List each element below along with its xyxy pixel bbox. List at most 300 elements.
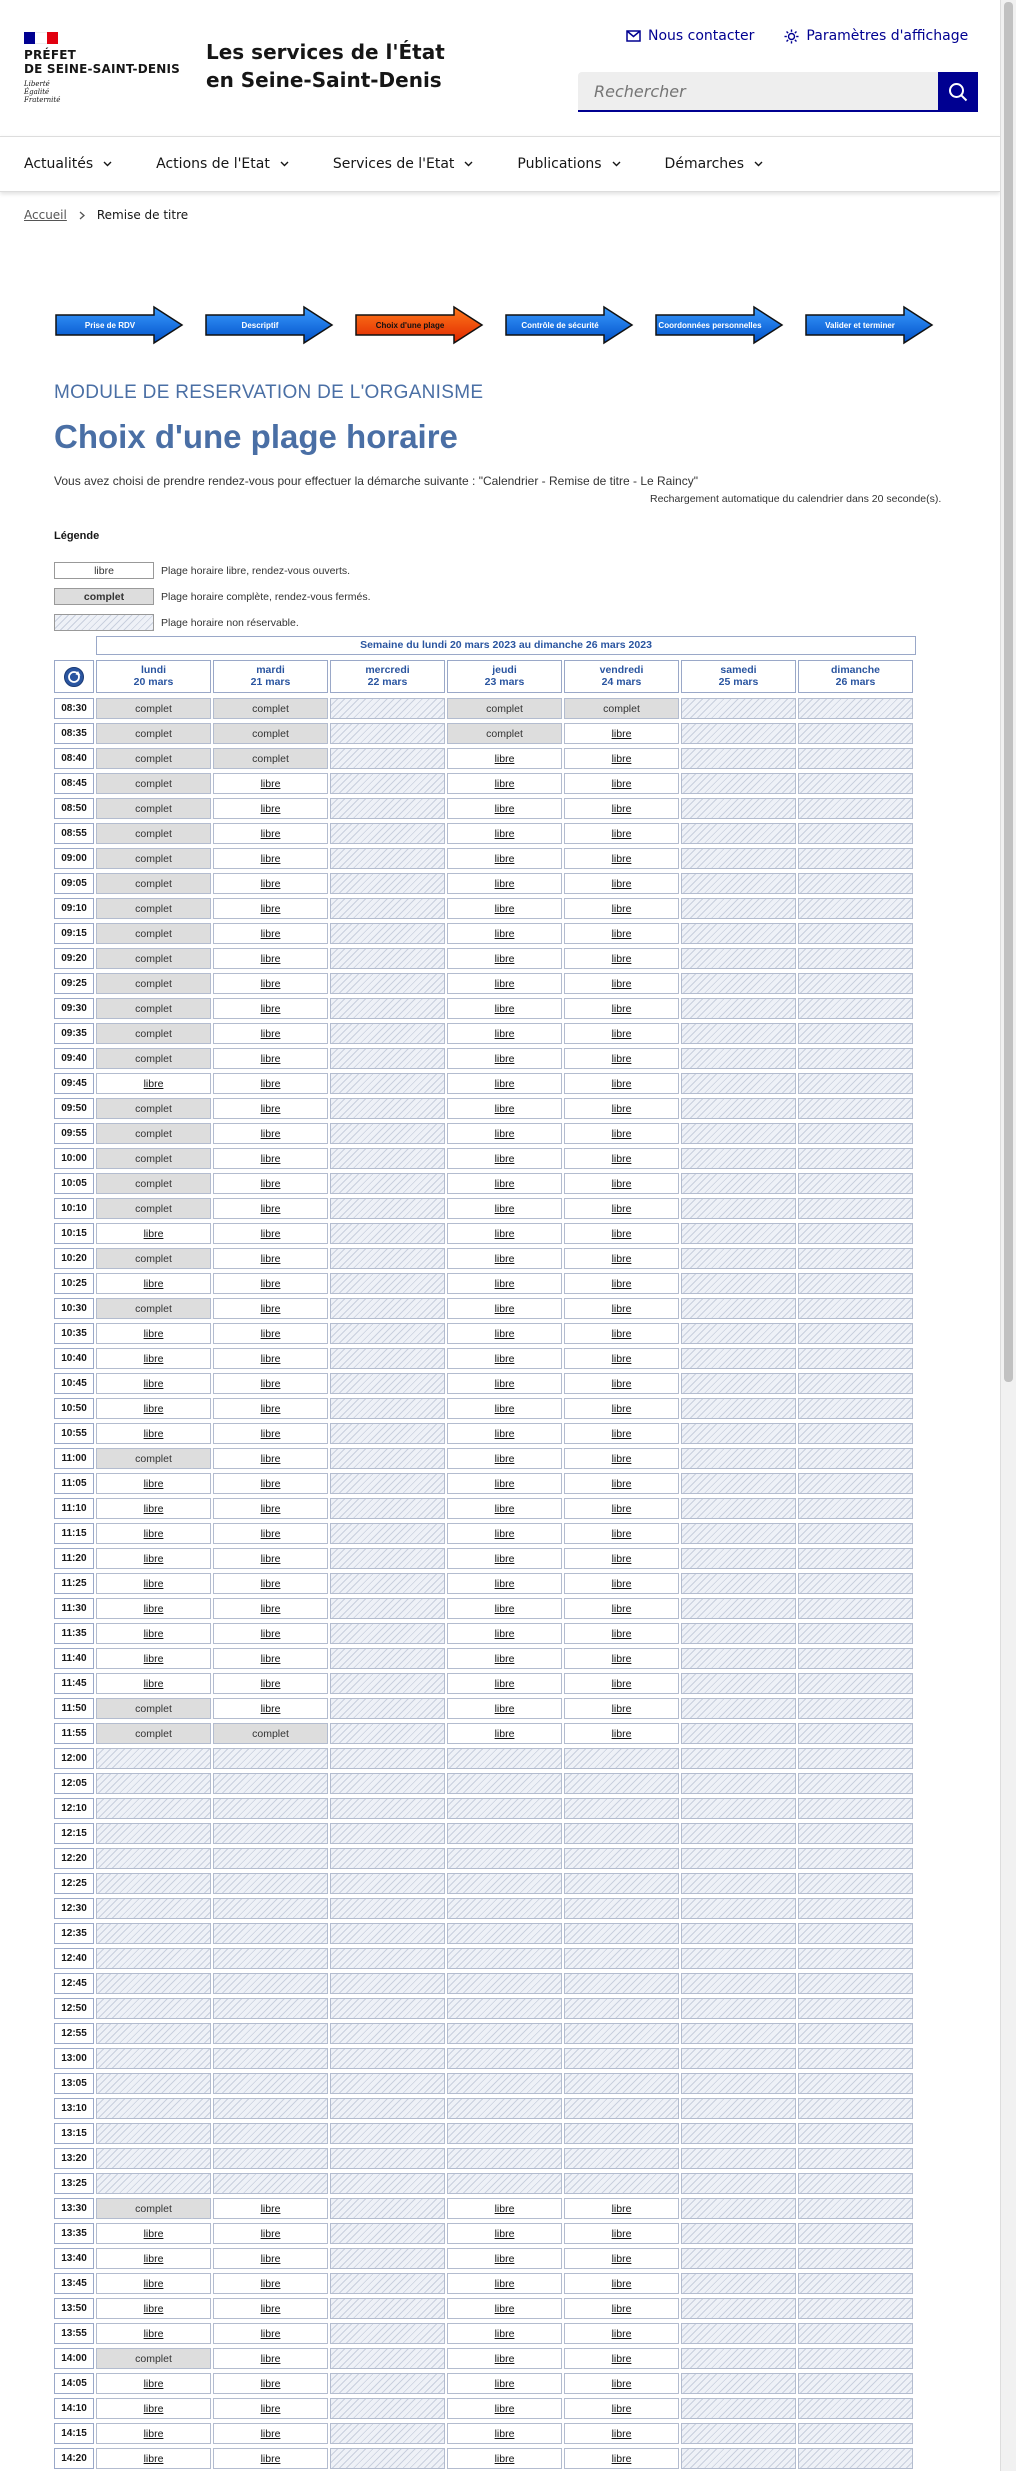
slot-free[interactable] [213, 898, 328, 919]
slot-free[interactable] [447, 1173, 562, 1194]
slot-free-link[interactable]: libre [260, 1102, 281, 1115]
slot-free[interactable] [447, 2373, 562, 2394]
prefet-logo[interactable] [24, 32, 180, 104]
slot-free-link[interactable]: libre [260, 1552, 281, 1565]
slot-free-link[interactable]: libre [494, 1627, 515, 1640]
slot-free-link[interactable]: libre [611, 752, 632, 765]
slot-free[interactable] [447, 873, 562, 894]
slot-free-link[interactable]: libre [611, 1202, 632, 1215]
slot-free[interactable] [213, 1298, 328, 1319]
slot-free[interactable] [213, 1348, 328, 1369]
slot-free[interactable] [447, 1048, 562, 1069]
page-scrollbar[interactable] [1000, 0, 1016, 2471]
slot-free[interactable] [96, 2223, 211, 2244]
slot-free-link[interactable]: libre [611, 2227, 632, 2240]
slot-free-link[interactable]: libre [494, 2277, 515, 2290]
slot-free[interactable] [447, 973, 562, 994]
nav-item-2[interactable] [333, 136, 474, 191]
slot-free-link[interactable]: libre [260, 1452, 281, 1465]
slot-free[interactable] [564, 2373, 679, 2394]
slot-free-link[interactable]: libre [611, 1477, 632, 1490]
slot-free-link[interactable]: libre [143, 2252, 164, 2265]
slot-free[interactable] [447, 2248, 562, 2269]
slot-free[interactable] [213, 2423, 328, 2444]
slot-free[interactable] [213, 1198, 328, 1219]
slot-free-link[interactable]: libre [494, 1702, 515, 1715]
slot-free[interactable] [213, 1023, 328, 1044]
slot-free-link[interactable]: libre [611, 2377, 632, 2390]
slot-free-link[interactable]: libre [494, 2402, 515, 2415]
slot-free[interactable] [447, 1448, 562, 1469]
slot-free-link[interactable]: libre [611, 1602, 632, 1615]
slot-free-link[interactable]: libre [260, 2327, 281, 2340]
slot-free-link[interactable]: libre [611, 1052, 632, 1065]
slot-free[interactable] [447, 1423, 562, 1444]
slot-free[interactable] [213, 1148, 328, 1169]
slot-free[interactable] [213, 923, 328, 944]
slot-free[interactable] [447, 898, 562, 919]
slot-free[interactable] [447, 823, 562, 844]
slot-free[interactable] [564, 923, 679, 944]
slot-free-link[interactable]: libre [611, 1677, 632, 1690]
slot-free-link[interactable]: libre [494, 927, 515, 940]
slot-free[interactable] [564, 898, 679, 919]
slot-free-link[interactable]: libre [494, 1252, 515, 1265]
slot-free[interactable] [213, 1398, 328, 1419]
slot-free[interactable] [447, 1123, 562, 1144]
slot-free-link[interactable]: libre [494, 1577, 515, 1590]
slot-free-link[interactable]: libre [260, 1127, 281, 1140]
slot-free-link[interactable]: libre [143, 2327, 164, 2340]
slot-free[interactable] [96, 1223, 211, 1244]
slot-free-link[interactable]: libre [494, 1427, 515, 1440]
slot-free-link[interactable]: libre [260, 1627, 281, 1640]
slot-free[interactable] [564, 798, 679, 819]
slot-free-link[interactable]: libre [494, 1502, 515, 1515]
slot-free[interactable] [96, 2448, 211, 2469]
slot-free[interactable] [213, 1523, 328, 1544]
slot-free-link[interactable]: libre [494, 1402, 515, 1415]
slot-free[interactable] [96, 2323, 211, 2344]
slot-free[interactable] [564, 2323, 679, 2344]
slot-free-link[interactable]: libre [260, 2302, 281, 2315]
slot-free[interactable] [564, 1498, 679, 1519]
slot-free-link[interactable]: libre [611, 1652, 632, 1665]
slot-free[interactable] [213, 2348, 328, 2369]
slot-free-link[interactable]: libre [611, 1152, 632, 1165]
slot-free-link[interactable]: libre [494, 2377, 515, 2390]
slot-free-link[interactable]: libre [611, 2302, 632, 2315]
slot-free-link[interactable]: libre [611, 1727, 632, 1740]
slot-free[interactable] [213, 2398, 328, 2419]
slot-free[interactable] [564, 1148, 679, 1169]
search-button[interactable] [938, 72, 978, 112]
slot-free-link[interactable]: libre [611, 777, 632, 790]
slot-free[interactable] [447, 1373, 562, 1394]
nav-item-3[interactable] [517, 136, 620, 191]
slot-free-link[interactable]: libre [143, 1402, 164, 1415]
slot-free-link[interactable]: libre [260, 1177, 281, 1190]
slot-free-link[interactable]: libre [611, 1552, 632, 1565]
slot-free-link[interactable]: libre [143, 1552, 164, 1565]
slot-free-link[interactable]: libre [143, 2402, 164, 2415]
slot-free[interactable] [213, 2273, 328, 2294]
slot-free[interactable] [213, 1573, 328, 1594]
slot-free[interactable] [564, 2273, 679, 2294]
slot-free[interactable] [447, 2273, 562, 2294]
slot-free-link[interactable]: libre [611, 1127, 632, 1140]
slot-free[interactable] [447, 2323, 562, 2344]
contact-link[interactable] [626, 28, 754, 44]
slot-free-link[interactable]: libre [494, 1227, 515, 1240]
slot-free[interactable] [447, 773, 562, 794]
slot-free-link[interactable]: libre [611, 1352, 632, 1365]
slot-free-link[interactable]: libre [611, 1702, 632, 1715]
slot-free[interactable] [564, 2448, 679, 2469]
slot-free-link[interactable]: libre [260, 877, 281, 890]
slot-free[interactable] [564, 1548, 679, 1569]
slot-free-link[interactable]: libre [611, 2277, 632, 2290]
slot-free[interactable] [447, 1248, 562, 1269]
slot-free[interactable] [96, 1573, 211, 1594]
slot-free[interactable] [447, 1148, 562, 1169]
slot-free[interactable] [447, 1398, 562, 1419]
slot-free-link[interactable]: libre [143, 1577, 164, 1590]
slot-free-link[interactable]: libre [611, 1302, 632, 1315]
slot-free-link[interactable]: libre [494, 1602, 515, 1615]
slot-free[interactable] [564, 1698, 679, 1719]
slot-free[interactable] [564, 1298, 679, 1319]
service-title[interactable]: Les services de l'État en Seine-Saint-Denis [206, 40, 445, 92]
slot-free-link[interactable]: libre [143, 1377, 164, 1390]
slot-free-link[interactable]: libre [260, 2277, 281, 2290]
search-input[interactable] [578, 72, 938, 112]
slot-free[interactable] [213, 2323, 328, 2344]
slot-free-link[interactable]: libre [611, 1427, 632, 1440]
slot-free[interactable] [213, 1698, 328, 1719]
slot-free-link[interactable]: libre [494, 2202, 515, 2215]
slot-free[interactable] [564, 1523, 679, 1544]
slot-free[interactable] [564, 1723, 679, 1744]
slot-free[interactable] [447, 1323, 562, 1344]
slot-free-link[interactable]: libre [494, 1127, 515, 1140]
slot-free[interactable] [96, 1673, 211, 1694]
slot-free-link[interactable]: libre [143, 1652, 164, 1665]
slot-free[interactable] [564, 1198, 679, 1219]
slot-free[interactable] [447, 1548, 562, 1569]
slot-free-link[interactable]: libre [494, 1377, 515, 1390]
slot-free-link[interactable]: libre [494, 1727, 515, 1740]
slot-free[interactable] [564, 1248, 679, 1269]
slot-free-link[interactable]: libre [494, 1202, 515, 1215]
slot-free[interactable] [564, 873, 679, 894]
slot-free-link[interactable]: libre [494, 1677, 515, 1690]
slot-free[interactable] [564, 848, 679, 869]
slot-free-link[interactable]: libre [611, 1077, 632, 1090]
slot-free-link[interactable]: libre [494, 1652, 515, 1665]
slot-free[interactable] [564, 948, 679, 969]
slot-free-link[interactable]: libre [260, 1402, 281, 1415]
slot-free-link[interactable]: libre [260, 2227, 281, 2240]
slot-free-link[interactable]: libre [611, 2452, 632, 2465]
slot-free[interactable] [447, 2298, 562, 2319]
slot-free[interactable] [564, 1023, 679, 1044]
slot-free-link[interactable]: libre [260, 777, 281, 790]
slot-free-link[interactable]: libre [260, 1302, 281, 1315]
slot-free-link[interactable]: libre [494, 752, 515, 765]
slot-free-link[interactable]: libre [494, 1177, 515, 1190]
slot-free[interactable] [96, 1473, 211, 1494]
slot-free-link[interactable]: libre [494, 1302, 515, 1315]
slot-free-link[interactable]: libre [260, 1152, 281, 1165]
slot-free-link[interactable]: libre [494, 1452, 515, 1465]
slot-free[interactable] [447, 1498, 562, 1519]
slot-free[interactable] [213, 1498, 328, 1519]
slot-free-link[interactable]: libre [494, 2302, 515, 2315]
slot-free[interactable] [564, 1098, 679, 1119]
nav-item-4[interactable] [665, 136, 764, 191]
slot-free-link[interactable]: libre [260, 1477, 281, 1490]
slot-free-link[interactable]: libre [260, 1352, 281, 1365]
slot-free[interactable] [564, 1573, 679, 1594]
slot-free[interactable] [564, 1423, 679, 1444]
slot-free-link[interactable]: libre [611, 2202, 632, 2215]
slot-free[interactable] [213, 1098, 328, 1119]
slot-free[interactable] [564, 1398, 679, 1419]
slot-free-link[interactable]: libre [494, 2427, 515, 2440]
slot-free[interactable] [96, 1523, 211, 1544]
slot-free[interactable] [447, 1523, 562, 1544]
slot-free[interactable] [564, 1373, 679, 1394]
slot-free-link[interactable]: libre [494, 1277, 515, 1290]
slot-free-link[interactable]: libre [611, 1627, 632, 1640]
slot-free[interactable] [447, 998, 562, 1019]
slot-free[interactable] [96, 1073, 211, 1094]
slot-free[interactable] [447, 2223, 562, 2244]
slot-free[interactable] [564, 2398, 679, 2419]
slot-free-link[interactable]: libre [611, 1577, 632, 1590]
slot-free[interactable] [564, 973, 679, 994]
slot-free-link[interactable]: libre [611, 1177, 632, 1190]
slot-free-link[interactable]: libre [611, 2402, 632, 2415]
slot-free-link[interactable]: libre [611, 827, 632, 840]
slot-free-link[interactable]: libre [260, 2427, 281, 2440]
slot-free-link[interactable]: libre [260, 1052, 281, 1065]
slot-free[interactable] [447, 1223, 562, 1244]
slot-free[interactable] [564, 1123, 679, 1144]
slot-free[interactable] [213, 848, 328, 869]
nav-item-0[interactable] [24, 136, 112, 191]
slot-free-link[interactable]: libre [260, 1227, 281, 1240]
slot-free-link[interactable]: libre [611, 927, 632, 940]
slot-free-link[interactable]: libre [494, 877, 515, 890]
slot-free-link[interactable]: libre [143, 1502, 164, 1515]
slot-free-link[interactable]: libre [611, 1377, 632, 1390]
slot-free-link[interactable]: libre [260, 1677, 281, 1690]
slot-free[interactable] [564, 1323, 679, 1344]
slot-free[interactable] [564, 1648, 679, 1669]
slot-free-link[interactable]: libre [494, 1102, 515, 1115]
slot-free-link[interactable]: libre [494, 1027, 515, 1040]
slot-free[interactable] [96, 1348, 211, 1369]
slot-free[interactable] [213, 2448, 328, 2469]
slot-free[interactable] [564, 2248, 679, 2269]
slot-free[interactable] [213, 1273, 328, 1294]
slot-free[interactable] [213, 973, 328, 994]
slot-free[interactable] [564, 2298, 679, 2319]
slot-free-link[interactable]: libre [260, 1527, 281, 1540]
slot-free-link[interactable]: libre [260, 1277, 281, 1290]
slot-free-link[interactable]: libre [494, 827, 515, 840]
slot-free[interactable] [447, 948, 562, 969]
slot-free-link[interactable]: libre [143, 1327, 164, 1340]
slot-free-link[interactable]: libre [260, 1027, 281, 1040]
slot-free-link[interactable]: libre [611, 1527, 632, 1540]
slot-free-link[interactable]: libre [494, 802, 515, 815]
slot-free[interactable] [447, 798, 562, 819]
slot-free[interactable] [96, 1498, 211, 1519]
slot-free-link[interactable]: libre [143, 1677, 164, 1690]
slot-free[interactable] [447, 1573, 562, 1594]
slot-free-link[interactable]: libre [611, 852, 632, 865]
slot-free-link[interactable]: libre [260, 927, 281, 940]
slot-free-link[interactable]: libre [260, 1202, 281, 1215]
slot-free-link[interactable]: libre [260, 1252, 281, 1265]
slot-free[interactable] [213, 1448, 328, 1469]
slot-free-link[interactable]: libre [494, 852, 515, 865]
slot-free-link[interactable]: libre [611, 727, 632, 740]
slot-free[interactable] [213, 873, 328, 894]
slot-free[interactable] [447, 2398, 562, 2419]
slot-free-link[interactable]: libre [611, 1102, 632, 1115]
slot-free[interactable] [96, 1373, 211, 1394]
slot-free[interactable] [564, 1348, 679, 1369]
slot-free[interactable] [213, 1548, 328, 1569]
slot-free[interactable] [447, 1698, 562, 1719]
slot-free[interactable] [564, 1273, 679, 1294]
slot-free[interactable] [213, 2248, 328, 2269]
slot-free-link[interactable]: libre [143, 1627, 164, 1640]
slot-free-link[interactable]: libre [611, 1227, 632, 1240]
slot-free-link[interactable]: libre [611, 2352, 632, 2365]
slot-free[interactable] [213, 1473, 328, 1494]
slot-free-link[interactable]: libre [143, 1477, 164, 1490]
slot-free-link[interactable]: libre [143, 2302, 164, 2315]
slot-free[interactable] [213, 2198, 328, 2219]
slot-free[interactable] [96, 1648, 211, 1669]
scrollbar-thumb[interactable] [1004, 2, 1013, 1382]
slot-free-link[interactable]: libre [494, 2452, 515, 2465]
slot-free-link[interactable]: libre [260, 1602, 281, 1615]
slot-free[interactable] [447, 1473, 562, 1494]
slot-free-link[interactable]: libre [611, 1252, 632, 1265]
slot-free[interactable] [96, 2298, 211, 2319]
slot-free[interactable] [96, 2398, 211, 2419]
slot-free-link[interactable]: libre [143, 1077, 164, 1090]
slot-free[interactable] [564, 2348, 679, 2369]
slot-free[interactable] [447, 2348, 562, 2369]
slot-free[interactable] [96, 2423, 211, 2444]
slot-free-link[interactable]: libre [143, 1352, 164, 1365]
slot-free-link[interactable]: libre [494, 1077, 515, 1090]
slot-free[interactable] [447, 1348, 562, 1369]
slot-free[interactable] [564, 1448, 679, 1469]
slot-free-link[interactable]: libre [611, 1502, 632, 1515]
slot-free[interactable] [564, 2198, 679, 2219]
slot-free-link[interactable]: libre [494, 952, 515, 965]
slot-free-link[interactable]: libre [611, 2427, 632, 2440]
slot-free-link[interactable]: libre [611, 2252, 632, 2265]
breadcrumb-home[interactable]: Accueil [24, 208, 67, 222]
slot-free[interactable] [564, 1623, 679, 1644]
slot-free-link[interactable]: libre [260, 2377, 281, 2390]
slot-free[interactable] [447, 748, 562, 769]
slot-free[interactable] [213, 1673, 328, 1694]
slot-free[interactable] [447, 923, 562, 944]
slot-free-link[interactable]: libre [260, 827, 281, 840]
slot-free-link[interactable]: libre [143, 1427, 164, 1440]
slot-free-link[interactable]: libre [143, 1602, 164, 1615]
slot-free[interactable] [564, 1223, 679, 1244]
slot-free[interactable] [564, 998, 679, 1019]
slot-free[interactable] [447, 1298, 562, 1319]
slot-free[interactable] [213, 1598, 328, 1619]
slot-free[interactable] [96, 1398, 211, 1419]
slot-free-link[interactable]: libre [494, 1527, 515, 1540]
slot-free[interactable] [564, 823, 679, 844]
slot-free-link[interactable]: libre [494, 2227, 515, 2240]
slot-free-link[interactable]: libre [260, 1427, 281, 1440]
calendar-nav-cell[interactable] [54, 660, 94, 693]
slot-free-link[interactable]: libre [260, 1077, 281, 1090]
slot-free[interactable] [96, 1273, 211, 1294]
slot-free-link[interactable]: libre [143, 1277, 164, 1290]
slot-free[interactable] [564, 2423, 679, 2444]
nav-item-1[interactable] [156, 136, 289, 191]
slot-free-link[interactable]: libre [611, 1027, 632, 1040]
slot-free[interactable] [447, 848, 562, 869]
slot-free-link[interactable]: libre [611, 952, 632, 965]
slot-free-link[interactable]: libre [260, 977, 281, 990]
slot-free-link[interactable]: libre [260, 852, 281, 865]
slot-free[interactable] [447, 1198, 562, 1219]
slot-free-link[interactable]: libre [494, 977, 515, 990]
slot-free-link[interactable]: libre [260, 1577, 281, 1590]
slot-free[interactable] [564, 723, 679, 744]
slot-free-link[interactable]: libre [260, 2252, 281, 2265]
slot-free-link[interactable]: libre [143, 2452, 164, 2465]
slot-free-link[interactable]: libre [494, 2327, 515, 2340]
slot-free[interactable] [564, 1048, 679, 1069]
slot-free-link[interactable]: libre [143, 1527, 164, 1540]
slot-free-link[interactable]: libre [260, 1327, 281, 1340]
slot-free-link[interactable]: libre [143, 2227, 164, 2240]
slot-free[interactable] [96, 1423, 211, 1444]
slot-free[interactable] [447, 1073, 562, 1094]
slot-free[interactable] [96, 1323, 211, 1344]
slot-free-link[interactable]: libre [143, 2427, 164, 2440]
slot-free[interactable] [96, 1598, 211, 1619]
slot-free-link[interactable]: libre [494, 1052, 515, 1065]
slot-free[interactable] [213, 2373, 328, 2394]
slot-free-link[interactable]: libre [260, 1377, 281, 1390]
slot-free[interactable] [213, 1323, 328, 1344]
slot-free[interactable] [564, 1673, 679, 1694]
slot-free[interactable] [447, 1098, 562, 1119]
slot-free[interactable] [213, 948, 328, 969]
slot-free-link[interactable]: libre [611, 2327, 632, 2340]
slot-free-link[interactable]: libre [611, 1402, 632, 1415]
